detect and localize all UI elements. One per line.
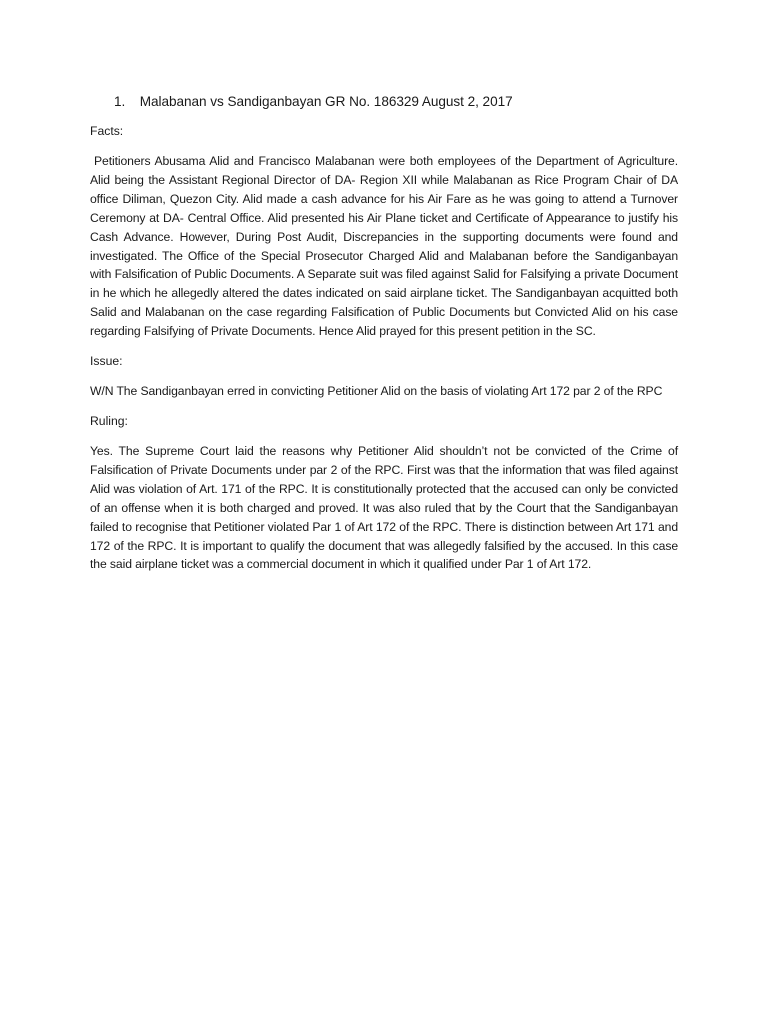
document-page: [90, 92, 678, 586]
issue-paragraph: W/N The Sandiganbayan erred in convicting Petitioner Alid on the basis of violating Art 172 par 2 of the RPC: [90, 384, 663, 399]
facts-heading: Facts:: [90, 124, 124, 138]
case-title: Malabanan vs Sandiganbayan GR No. 186329 August 2, 2017: [139, 94, 513, 109]
case-list-number: 1.: [114, 94, 126, 109]
ruling-heading: Ruling:: [90, 413, 128, 428]
issue-heading: Issue:: [90, 354, 123, 369]
ruling-paragraph: Yes. The Supreme Court laid the reasons why Petitioner Alid shouldn’t not be convicted of the Crime of Falsification of Private Documents under par 2 of the RPC. First was that the information that was filed against Alid was violation of Art. 171 of the RPC. It is constitutionally protected that the accused can only be convicted of an offense when it is both charged and proved. It was also ruled that by the Court that the Sandiganbayan failed to recognise that Petitioner violated Par 1 of Art 172 of the RPC. There is distinction between Art 171 and 172 of the RPC. It is important to qualify the document that was allegedly falsified by the accused. In this case the said airplane ticket was a commercial document in which it qualified under Par 1 of Art 172.: [90, 443, 678, 572]
facts-paragraph: Petitioners Abusama Alid and Francisco Malabanan were both employees of the Department of Agriculture. Alid being the Assistant Regional Director of DA- Region XII while Malabanan as Rice Program Chair of DA office Diliman, Quezon City. Alid made a cash advance for his Air Fare as he was going to attend a Turnover Ceremony at DA- Central Office. Alid presented his Air Plane ticket and Certificate of Appearance to justify his Cash Advance. However, During Post Audit, Discrepancies in the supporting documents were found and investigated. The Office of the Special Prosecutor Charged Alid and Malabanan before the Sandiganbayan with Falsification of Public Documents. A Separate suit was filed against Salid for Falsifying a private Document in he which he allegedly altered the dates indicated on said airplane ticket. The Sandiganbayan acquitted both Salid and Malabanan on the case regarding Falsification of Public Documents but Convicted Alid on his case regarding Falsifying of Private Documents. Hence Alid prayed for this present petition in the SC.: [90, 154, 678, 339]
case-title-line: [90, 92, 678, 112]
